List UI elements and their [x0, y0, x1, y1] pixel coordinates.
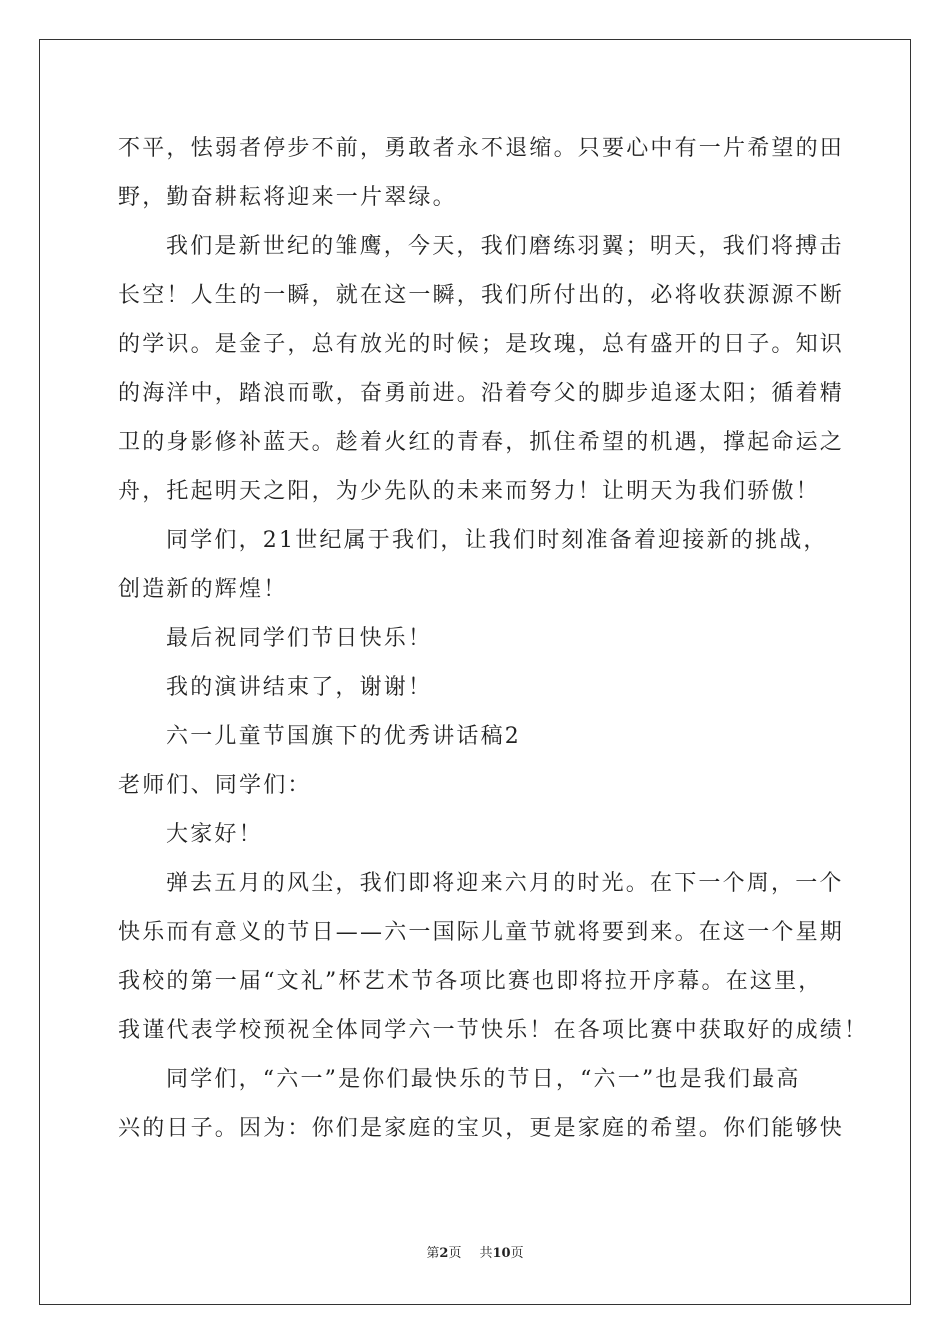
salutation: 老师们、同学们： [118, 773, 312, 798]
text-line: 舟，托起明天之阳，为少先队的未来而努力！让明天为我们骄傲！ [118, 479, 820, 504]
total-pages-indicator: 共10页 [479, 1246, 524, 1261]
text-line: 创造新的辉煌！ [118, 577, 288, 602]
text-line: 弹去五月的风尘，我们即将迎来六月的时光。在下一个周，一个 [166, 871, 844, 896]
text-line: 的学识。是金子，总有放光的时候；是玫瑰，总有盛开的日子。知识 [118, 332, 845, 357]
text-line: 的海洋中，踏浪而歌，奋勇前进。沿着夸父的脚步追逐太阳；循着精 [118, 381, 845, 406]
current-page-number: 2 [439, 1246, 449, 1261]
text-line: 同学们，21世纪属于我们，让我们时刻准备着迎接新的挑战， [166, 528, 828, 553]
text-line: 野，勤奋耕耘将迎来一片翠绿。 [118, 185, 457, 210]
text-line: 不平，怯弱者停步不前，勇敢者永不退缩。只要心中有一片希望的田 [118, 136, 845, 161]
section-title: 六一儿童节国旗下的优秀讲话稿2 [166, 724, 521, 749]
text-line: 长空！人生的一瞬，就在这一瞬，我们所付出的，必将收获源源不断 [118, 283, 845, 308]
text-line: 卫的身影修补蓝天。趁着火红的青春，抓住希望的机遇，撑起命运之 [118, 430, 845, 455]
greeting: 大家好！ [166, 822, 263, 847]
document-body [118, 124, 869, 1153]
text-line: 快乐而有意义的节日——六一国际儿童节就将要到来。在这一个星期 [118, 920, 845, 945]
text-line: 我谨代表学校预祝全体同学六一节快乐！在各项比赛中获取好的成绩！ [118, 1018, 869, 1043]
text-line: 我的演讲结束了，谢谢！ [166, 675, 433, 700]
text-line: 兴的日子。因为：你们是家庭的宝贝，更是家庭的希望。你们能够快 [118, 1116, 845, 1141]
text-line: 同学们，“六一”是你们最快乐的节日，“六一”也是我们最高 [166, 1067, 801, 1092]
page-indicator: 第2页 [426, 1246, 462, 1261]
text-line: 我校的第一届“文礼”杯艺术节各项比赛也即将拉开序幕。在这里， [118, 969, 823, 994]
total-pages-number: 10 [492, 1246, 511, 1261]
text-line: 最后祝同学们节日快乐！ [166, 626, 433, 651]
page-footer [0, 1242, 950, 1261]
text-line: 我们是新世纪的雏鹰，今天，我们磨练羽翼；明天，我们将搏击 [166, 234, 844, 259]
